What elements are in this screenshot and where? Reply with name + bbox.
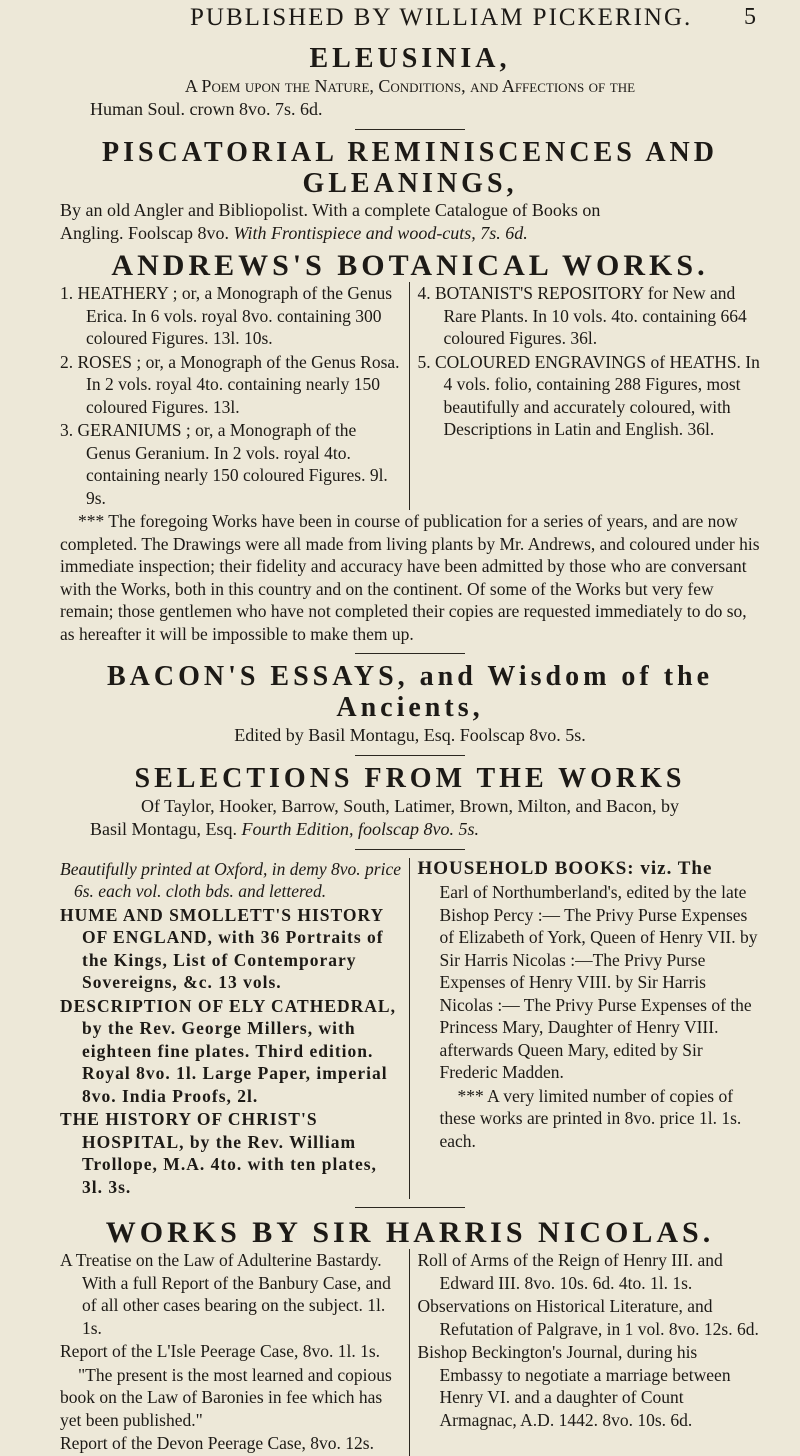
andrews-title: ANDREWS'S BOTANICAL WORKS. <box>111 249 709 283</box>
eleusinia-line-2: Human Soul. crown 8vo. 7s. 6d. <box>90 98 323 119</box>
andrews-entry-2: 2. ROSES ; or, a Monograph of the Genus Rosa. In 2 vols. royal 4to. containing nearly 150 coloured Figures. 13l. <box>60 351 400 417</box>
nicolas-entry-2: Report of the L'Isle Peerage Case, 8vo. 1l. 1s. <box>60 1341 381 1362</box>
piscatorial-title: PISCATORIAL REMINISCENCES AND GLEANINGS, <box>102 136 718 199</box>
piscatorial-line-2 <box>60 222 760 245</box>
household-note: *** A very limited number of copies of these works are printed in 8vo. price 1l. 1s. each. <box>439 1085 742 1151</box>
nicolas-quote: "The present is the most learned and copious book on the Law of Baronies in fee which has yet been published." <box>60 1364 392 1430</box>
divider <box>355 849 465 850</box>
piscatorial-line-1: By an old Angler and Bibliopolist. With a complete Catalogue of Books on <box>60 200 601 221</box>
bacon-line: Edited by Basil Montagu, Esq. Foolscap 8vo. 5s. <box>234 724 586 745</box>
selections-section <box>60 764 760 841</box>
household-column <box>410 858 761 1200</box>
oxford-entry-2: DESCRIPTION OF ELY CATHEDRAL, by the Rev. George Millers, with eighteen fine plates. Third edition. Royal 8vo. 1l. Large Paper, imperial 8vo. India Proofs, 2l. <box>60 995 396 1106</box>
andrews-note: *** The foregoing Works have been in course of publication for a series of years, and are now completed. The Drawings were all made from living plants by Mr. Andrews, and coloured under his immediate inspection; their fidelity and accuracy have been admitted by those who are conversant with the Works, both in this country and on the continent. Of some of the Works but very few remain; those gentlemen who have not completed their copies are requested immediately to do so, as hereafter it will be impossible to make them up. <box>60 511 760 644</box>
household-title: HOUSEHOLD BOOKS: viz. The <box>417 857 713 879</box>
andrews-entry-5: 5. COLOURED ENGRAVINGS of HEATHS. In 4 vols. folio, containing 288 Figures, most beautifully and accurately coloured, with Descriptions in Latin and English. 36l. <box>417 351 760 440</box>
running-head: PUBLISHED BY WILLIAM PICKERING. <box>190 4 693 31</box>
divider <box>355 755 465 756</box>
household-body: Earl of Northumberland's, edited by the late Bishop Percy :— The Privy Purse Expenses of Elizabeth of York, Queen of Henry VII. by Sir Harris Nicolas :—The Privy Purse Expenses of Henry VIII. by Sir Harris Nicolas :— The Privy Purse Expenses of the Princess Mary, Daughter of Henry VIII. afterwards Queen Mary, edited by Sir Frederic Madden. <box>439 882 758 1083</box>
selections-line-2 <box>60 818 760 841</box>
divider <box>355 653 465 654</box>
nicolas-title: WORKS BY SIR HARRIS NICOLAS. <box>105 1216 715 1250</box>
oxford-entry-1: HUME AND SMOLLETT'S HISTORY OF ENGLAND, with 36 Portraits of the Kings, List of Contemporary Sovereigns, &c. 13 vols. <box>60 904 384 993</box>
divider <box>355 1207 465 1208</box>
selections-editor: Basil Montagu, Esq. <box>90 818 242 839</box>
bacon-title: BACON'S ESSAYS, and Wisdom of the Ancients, <box>106 661 714 724</box>
eleusinia-title: ELEUSINIA, <box>309 43 511 74</box>
eleusinia-section <box>60 44 760 121</box>
nicolas-right-column <box>410 1249 761 1456</box>
nicolas-columns <box>60 1249 760 1456</box>
oxford-intro: Beautifully printed at Oxford, in demy 8vo. price 6s. each vol. cloth bds. and lettered. <box>60 858 402 902</box>
eleusinia-line-1: A Poem upon the Nature, Conditions, and Affections of the <box>184 75 636 96</box>
nicolas-entry-6: Bishop Beckington's Journal, during his Embassy to negotiate a marriage between Henry VI. and a daughter of Count Armagnac, A.D. 1442. 8vo. 10s. 6d. <box>417 1342 731 1430</box>
nicolas-entry-3: Report of the Devon Peerage Case, 8vo. 12s. <box>60 1433 374 1454</box>
andrews-columns <box>60 282 760 510</box>
bacon-section <box>60 662 760 747</box>
selections-edition: Fourth Edition, foolscap 8vo. 5s. <box>241 818 479 839</box>
oxford-column <box>60 858 410 1200</box>
andrews-entry-4: 4. BOTANIST'S REPOSITORY for New and Rare Plants. In 10 vols. 4to. containing 664 coloured Figures. 36l. <box>417 283 747 349</box>
selections-line-1: Of Taylor, Hooker, Barrow, South, Latimer, Brown, Milton, and Bacon, by <box>141 795 679 816</box>
divider <box>355 129 465 130</box>
page-number: 5 <box>744 4 756 30</box>
oxford-household-columns <box>60 858 760 1200</box>
nicolas-entry-5: Observations on Historical Literature, and Refutation of Palgrave, in 1 vol. 8vo. 12s. 6d. <box>417 1296 759 1339</box>
piscatorial-format: Angling. Foolscap 8vo. <box>60 223 234 244</box>
andrews-entry-1: 1. HEATHERY ; or, a Monograph of the Genus Erica. In 6 vols. royal 8vo. containing 300 coloured Figures. 13l. 10s. <box>60 283 393 349</box>
andrews-section <box>60 249 760 645</box>
selections-title: SELECTIONS FROM THE WORKS <box>134 762 686 794</box>
piscatorial-price: With Frontispiece and wood-cuts, 7s. 6d. <box>233 223 528 244</box>
andrews-entry-3: 3. GERANIUMS ; or, a Monograph of the Genus Geranium. In 2 vols. royal 4to. containing nearly 150 coloured Figures. 9l. 9s. <box>60 420 388 508</box>
nicolas-left-column <box>60 1249 410 1456</box>
nicolas-section <box>60 1216 760 1456</box>
andrews-right-column <box>410 282 761 510</box>
nicolas-entry-4: Roll of Arms of the Reign of Henry III. and Edward III. 8vo. 10s. 6d. 4to. 1l. 1s. <box>417 1250 723 1293</box>
andrews-left-column <box>60 282 410 510</box>
oxford-entry-3: THE HISTORY OF CHRIST'S HOSPITAL, by the Rev. William Trollope, M.A. 4to. with ten plates, 3l. 3s. <box>60 1109 377 1197</box>
nicolas-entry-1: A Treatise on the Law of Adulterine Bastardy. With a full Report of the Banbury Case, and of all other cases bearing on the subject. 1l. 1s. <box>60 1250 391 1338</box>
piscatorial-section <box>60 138 760 246</box>
